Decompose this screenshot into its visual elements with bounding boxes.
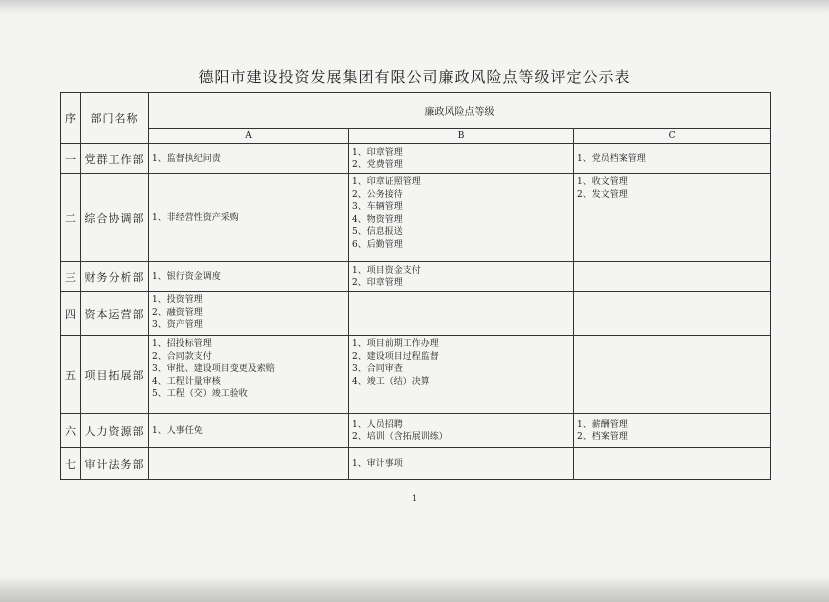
header-dept: 部门名称 (81, 93, 149, 144)
grade-b-cell (349, 448, 574, 480)
grade-c-cell (574, 174, 771, 262)
scan-edge-bottom (0, 576, 829, 602)
header-grade-b: B (349, 129, 574, 144)
grade-a-cell (149, 144, 349, 174)
header-row (61, 93, 771, 129)
header-grade-c: C (574, 129, 771, 144)
grade-a-cell (149, 448, 349, 480)
risk-item: 4、竣工（结）决算 (352, 376, 430, 387)
grade-a-cell (149, 414, 349, 448)
table-row (61, 174, 771, 262)
risk-item: 1、项目前期工作办理 (352, 339, 439, 349)
risk-item: 1、投资管理 (152, 295, 203, 305)
risk-item: 1、监督执纪问责 (152, 153, 221, 164)
grade-c-cell (574, 262, 771, 292)
grade-b-cell (349, 144, 574, 174)
risk-item: 1、人员招聘 (352, 419, 403, 430)
grade-b-cell (349, 174, 574, 262)
row-dept-name: 人力资源部 (81, 414, 149, 448)
risk-item: 1、薪酬管理 (577, 419, 628, 430)
risk-item: 3、资产管理 (152, 320, 203, 330)
risk-item: 1、人事任免 (152, 425, 203, 436)
grade-b-cell (349, 336, 574, 414)
risk-item: 2、建设项目过程监督 (352, 351, 439, 362)
grade-a-cell (149, 262, 349, 292)
row-seq: 一 (61, 144, 81, 174)
row-seq: 七 (61, 448, 81, 480)
scan-edge-top (0, 0, 829, 14)
table-body (61, 144, 771, 480)
table-row (61, 448, 771, 480)
header-grade-a: A (149, 129, 349, 144)
risk-item: 1、收文管理 (577, 177, 628, 187)
row-seq: 二 (61, 174, 81, 262)
risk-item: 3、合同审查 (352, 364, 403, 374)
risk-item: 6、后勤管理 (352, 239, 403, 250)
risk-item: 2、印章管理 (352, 278, 403, 288)
risk-item: 2、融资管理 (152, 307, 203, 318)
row-dept-name: 审计法务部 (81, 448, 149, 480)
risk-item: 1、项目资金支付 (352, 265, 421, 276)
grade-c-cell (574, 292, 771, 336)
grade-b-cell (349, 292, 574, 336)
grade-c-cell (574, 448, 771, 480)
grade-c-cell (574, 144, 771, 174)
risk-item: 4、工程计量审核 (152, 376, 221, 387)
row-dept-name: 综合协调部 (81, 174, 149, 262)
risk-item: 2、发文管理 (577, 189, 628, 200)
row-seq: 四 (61, 292, 81, 336)
grade-c-cell (574, 414, 771, 448)
row-seq: 三 (61, 262, 81, 292)
risk-item: 2、档案管理 (577, 432, 628, 442)
table-row (61, 336, 771, 414)
row-seq: 五 (61, 336, 81, 414)
risk-item: 3、车辆管理 (352, 202, 403, 212)
table-row (61, 262, 771, 292)
header-seq: 序 (61, 93, 81, 144)
risk-item: 1、审计事项 (352, 458, 403, 469)
row-dept-name: 项目拓展部 (81, 336, 149, 414)
grade-b-cell (349, 262, 574, 292)
risk-item: 2、公务接待 (352, 189, 403, 200)
risk-item: 1、印章证照管理 (352, 177, 421, 187)
risk-item: 1、印章管理 (352, 147, 403, 158)
risk-item: 2、党费管理 (352, 160, 403, 170)
grade-a-cell (149, 292, 349, 336)
table-row (61, 144, 771, 174)
header-risk: 廉政风险点等级 (149, 93, 771, 129)
risk-item: 2、合同款支付 (152, 351, 212, 362)
risk-item: 1、银行资金调度 (152, 271, 221, 282)
risk-item: 5、工程（交）竣工验收 (152, 389, 248, 399)
risk-item: 3、审批、建设项目变更及索赔 (152, 364, 275, 374)
table-row (61, 292, 771, 336)
risk-item: 5、信息报送 (352, 227, 403, 237)
grade-c-cell (574, 336, 771, 414)
risk-item: 1、党员档案管理 (577, 153, 646, 164)
grade-a-cell (149, 174, 349, 262)
grade-row (61, 129, 771, 144)
risk-item: 4、物资管理 (352, 214, 403, 225)
grade-a-cell (149, 336, 349, 414)
row-dept-name: 财务分析部 (81, 262, 149, 292)
row-dept-name: 党群工作部 (81, 144, 149, 174)
risk-grade-table (60, 92, 771, 480)
risk-item: 2、培训（含拓展训练） (352, 432, 448, 442)
page-number: 1 (411, 494, 418, 503)
row-seq: 六 (61, 414, 81, 448)
risk-item: 1、招投标管理 (152, 339, 212, 349)
table-row (61, 414, 771, 448)
risk-item: 1、非经营性资产采购 (152, 212, 239, 223)
row-dept-name: 资本运营部 (81, 292, 149, 336)
document-title: 德阳市建设投资发展集团有限公司廉政风险点等级评定公示表 (198, 68, 631, 86)
grade-b-cell (349, 414, 574, 448)
